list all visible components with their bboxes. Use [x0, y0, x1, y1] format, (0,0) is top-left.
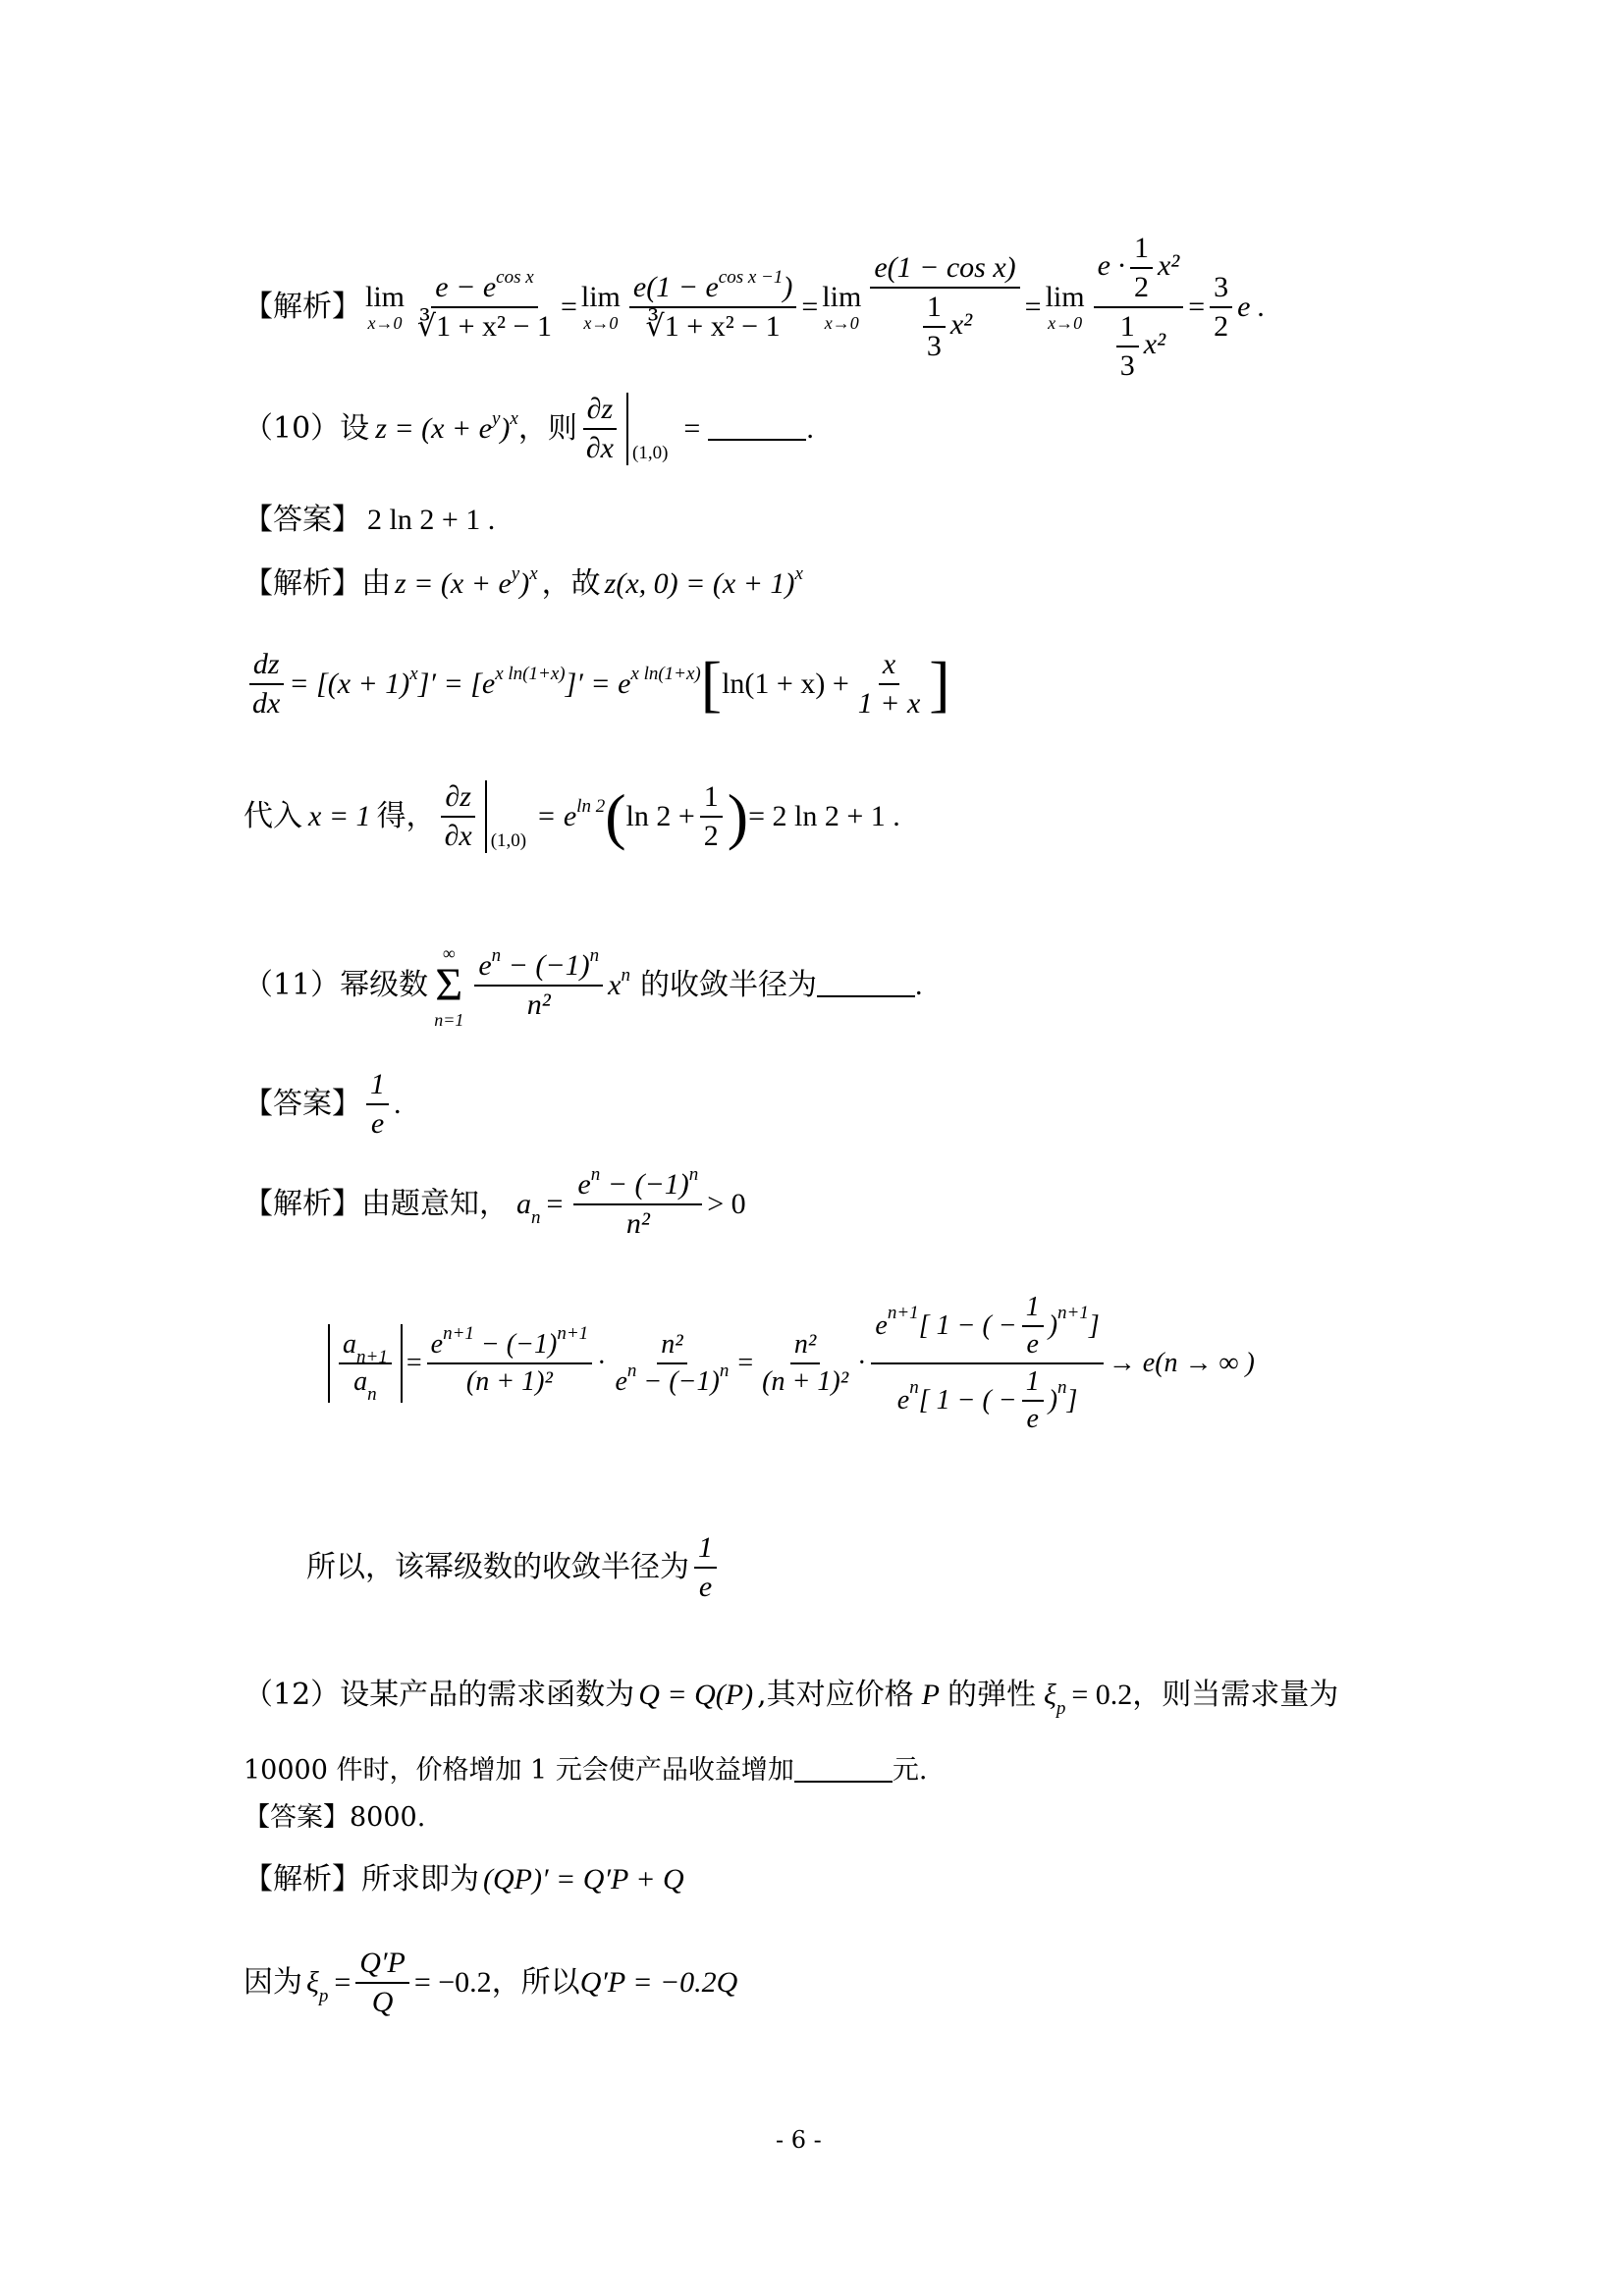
q12-solution-line1: 【解析】 所求即为 (QP)′ = Q′P + Q	[244, 1862, 684, 1896]
limit: lim x→0	[365, 281, 406, 333]
fraction: $\frac{Q'P}{Q}$	[355, 1949, 409, 2017]
fraction: $\frac{e^{n+1} - (-1)^{n+1}}{\text{(n + 1)²}}$	[427, 1331, 593, 1396]
fraction: $\frac{\text{n²}}{\text{(n + 1)²}}$	[762, 1329, 849, 1397]
answer-label: 【答案】	[244, 1802, 350, 1833]
partial-derivative: $\frac{\partial z}{\partial x}$	[441, 782, 476, 851]
fraction: e n+1 [ 1 − ( − $\frac{1}{e}$ ) n+1 ] e n [ 1 − ( − $\frac{1}{e}$ ) n ]	[871, 1294, 1103, 1433]
q10-answer: 【答案】 2 ln 2 + 1 .	[244, 503, 496, 537]
q11-answer: 【答案】 $\frac{1}{e}$ .	[244, 1068, 402, 1140]
q11-stem: （11）幂级数 ∞ Σ n=1 $\frac{e^n - (-1)^n}{\text{n²}}$ $x^n$ 的收敛半径为 .	[244, 943, 923, 1030]
q12-stem-line1: （12）设某产品的需求函数为 Q = Q(P) ,其对应价格 P 的弹性 $\xi_p$ = 0.2 ，则当需求量为	[244, 1678, 1339, 1719]
fraction: $\frac{e - e^{cos x}}{\text{∛1 + x² − 1}}$	[417, 267, 552, 343]
q10-substitution: 代入 x = 1 得， $\frac{\partial z}{\partial x}$ (1,0) = $e^{ln 2}$ ( ln 2 + $\frac{1}{2}$ ) = 2 ln 2 + 1 .	[244, 780, 900, 852]
fraction: $\frac{a_{n+1}}{a_n}$	[339, 1331, 392, 1396]
fraction: e(1 − cos x) $\frac{1}{3}$ x²	[870, 253, 1019, 361]
limit: lim x→0	[1045, 281, 1085, 333]
fraction: $\frac{e^n - (-1)^n}{\text{n²}}$	[573, 1170, 702, 1239]
fraction: $\frac{\text{n²}}{e^n - (-1)^n}$	[615, 1329, 730, 1397]
q10-solution-line1: 【解析】 由 $z = (x + e^y)^x$ ，故 z(x, $0) = (x + 1)^x$	[244, 563, 803, 601]
fraction: $\frac{e^n - (-1)^n}{\text{n²}}$	[474, 951, 603, 1020]
q12-stem-line2: 10000 件时，价格增加 1 元会使产品收益增加 元.	[244, 1755, 928, 1786]
limit: lim x→0	[580, 281, 621, 333]
q12-answer: 【答案】 8000.	[244, 1802, 426, 1833]
q12-solution-line2: 因为 $\xi_p$ = $\frac{Q'P}{Q}$ = −0.2 ，所以 Q′P = −0.2Q	[244, 1947, 738, 2018]
q10-derivative: $\frac{dz}{dx}$ = $[(x + 1)^x]' = [e^{x ln(1+x)}]' = e^{x ln(1+x)}$ [ ln(1 + x) + $\frac{x}{1 + x}$ ]	[244, 650, 950, 719]
solution-label: 【解析】	[244, 566, 361, 601]
solution-label: 【解析】	[244, 290, 361, 324]
solution-label: 【解析】	[244, 1187, 361, 1221]
answer-label: 【答案】	[244, 1087, 361, 1121]
q9-solution: 【解析】 lim x→0 $\frac{e - e^{cos x}}{\text{∛1 + x² − 1}}$ = lim x→0 $\frac{e(1 - e^{cos x -1})}{\text{∛1 + x² − 1}}$ = lim x→0 e(1 − cos x) $\frac{1}{3}$ x² = lim x→0 e · $\frac{1}{2}$ x² $\frac{1}{3}$ x² = $\frac{3}{2}$ e .	[244, 232, 1266, 382]
fraction: $\frac{dz}{dx}$	[248, 650, 284, 719]
q10-stem: （10）设 $z = (x + e^y)^x$ ，则 $\frac{\partial z}{\partial x}$ (1,0) = .	[244, 393, 814, 464]
answer-blank	[794, 1759, 893, 1783]
fraction: $\frac{1}{e}$	[366, 1070, 389, 1139]
q11-ratio: $\frac{a_{n+1}}{a_n}$ = $\frac{e^{n+1} - (-1)^{n+1}}{\text{(n + 1)²}}$ · $\frac{\text{n²}}{e^n - (-1)^n}$ = $\frac{\text{n²}}{\text{(n + 1)²}}$ · e n+1 [ 1 − ( − $\frac{1}{e}$ ) n+1 ] e n [ 1 − ( − $\frac{1}{e}$ ) n ] → e(n → ∞ )	[324, 1294, 1255, 1433]
fraction: $\frac{1}{e}$	[694, 1533, 717, 1602]
fraction: $\frac{e(1 - e^{cos x -1})}{\text{∛1 + x² − 1}}$	[629, 273, 796, 342]
fraction: e · $\frac{1}{2}$ x² $\frac{1}{3}$ x²	[1094, 234, 1184, 381]
fraction: $\frac{1}{2}$	[700, 782, 723, 851]
limit: lim x→0	[822, 281, 862, 333]
q11-conclusion: 所以，该幂级数的收敛半径为 $\frac{1}{e}$	[306, 1533, 722, 1602]
answer-blank	[817, 974, 915, 997]
q11-solution-line1: 【解析】 由题意知， $a_n$ = $\frac{e^n - (-1)^n}{\text{n²}}$ > 0	[244, 1164, 746, 1240]
fraction: $\frac{x}{1 + x}$	[857, 648, 921, 720]
fraction: $\frac{3}{2}$	[1210, 273, 1232, 342]
page-number: - 6 -	[776, 2126, 822, 2154]
summation: ∞ Σ n=1	[434, 943, 464, 1030]
answer-blank	[708, 417, 806, 441]
partial-derivative: $\frac{\partial z}{\partial x}$	[582, 395, 618, 463]
solution-label: 【解析】	[244, 1862, 361, 1896]
answer-label: 【答案】	[244, 503, 361, 537]
